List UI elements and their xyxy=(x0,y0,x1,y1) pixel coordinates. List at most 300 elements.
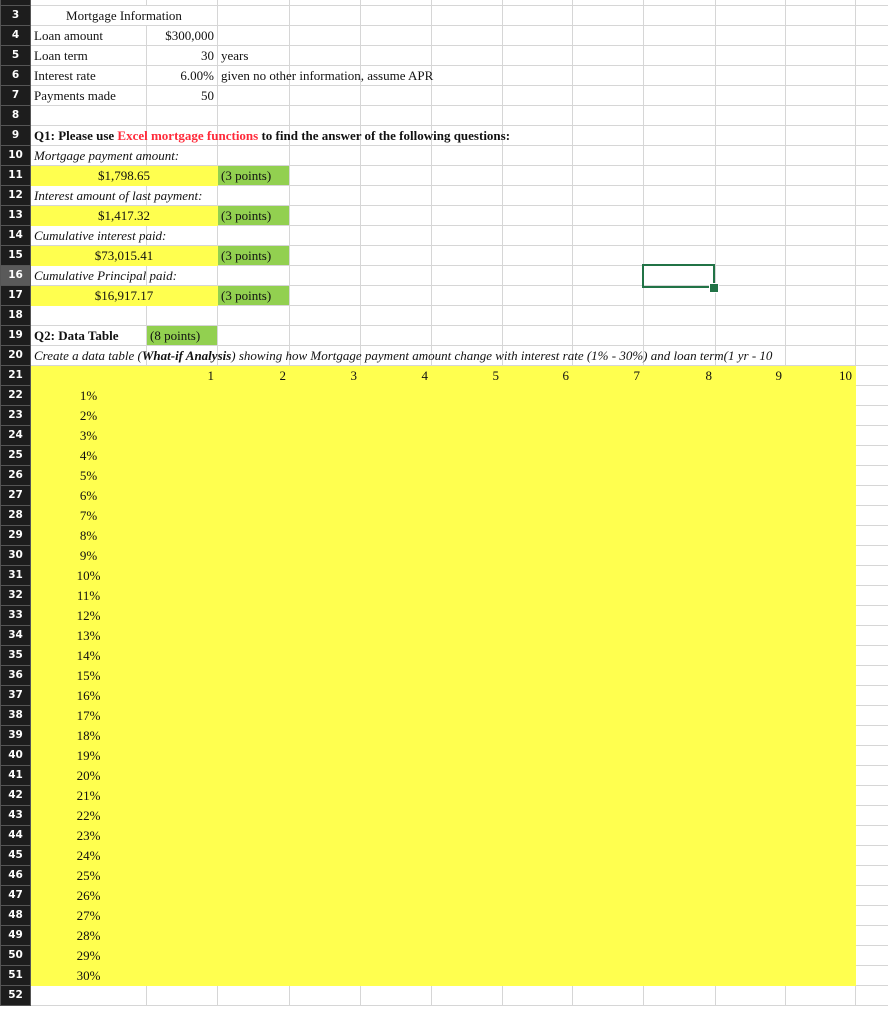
cell[interactable] xyxy=(573,485,644,505)
cell[interactable] xyxy=(290,545,361,565)
cell[interactable] xyxy=(573,145,644,165)
row-header[interactable] xyxy=(1,325,31,345)
cell[interactable] xyxy=(361,765,432,785)
row-header[interactable] xyxy=(1,185,31,205)
cell[interactable] xyxy=(644,245,716,265)
q1-heading[interactable] xyxy=(31,125,511,145)
cell[interactable] xyxy=(856,585,888,605)
cell[interactable] xyxy=(432,325,503,345)
cell[interactable] xyxy=(361,185,432,205)
cell[interactable] xyxy=(503,465,573,485)
cell[interactable] xyxy=(432,445,503,465)
cell[interactable] xyxy=(218,805,290,825)
term-header[interactable] xyxy=(573,365,644,385)
cell[interactable] xyxy=(573,445,644,465)
cell[interactable] xyxy=(290,805,361,825)
cell[interactable] xyxy=(716,765,786,785)
row-header[interactable] xyxy=(1,665,31,685)
cell[interactable] xyxy=(716,945,786,965)
cell[interactable] xyxy=(644,605,716,625)
cell[interactable] xyxy=(290,665,361,685)
cell[interactable] xyxy=(786,85,856,105)
rate-header[interactable] xyxy=(31,505,147,525)
cell[interactable] xyxy=(290,705,361,725)
cell[interactable] xyxy=(644,105,716,125)
rate-header[interactable] xyxy=(31,705,147,725)
label-cell[interactable] xyxy=(31,25,147,45)
cell[interactable] xyxy=(503,665,573,685)
cell[interactable] xyxy=(716,405,786,425)
cell[interactable] xyxy=(218,325,290,345)
cell[interactable] xyxy=(218,505,290,525)
answer-cell[interactable] xyxy=(31,205,218,225)
cell[interactable] xyxy=(503,545,573,565)
cell[interactable] xyxy=(432,285,503,305)
cell[interactable] xyxy=(644,665,716,685)
row-header[interactable] xyxy=(1,465,31,485)
cell[interactable] xyxy=(573,525,644,545)
cell[interactable] xyxy=(716,665,786,685)
cell[interactable] xyxy=(644,225,716,245)
cell[interactable] xyxy=(644,485,716,505)
cell[interactable] xyxy=(503,385,573,405)
cell[interactable] xyxy=(218,785,290,805)
row-header[interactable] xyxy=(1,65,31,85)
cell[interactable] xyxy=(432,905,503,925)
cell[interactable] xyxy=(644,205,716,225)
rate-header[interactable] xyxy=(31,865,147,885)
rate-header[interactable] xyxy=(31,925,147,945)
cell[interactable] xyxy=(147,405,218,425)
cell[interactable] xyxy=(644,705,716,725)
value-cell[interactable] xyxy=(147,25,218,45)
cell[interactable] xyxy=(644,865,716,885)
cell[interactable] xyxy=(147,725,218,745)
cell[interactable] xyxy=(503,685,573,705)
rate-header[interactable] xyxy=(31,385,147,405)
cell[interactable] xyxy=(503,85,573,105)
cell[interactable] xyxy=(361,985,432,1005)
value-cell[interactable] xyxy=(147,85,218,105)
cell[interactable] xyxy=(716,285,786,305)
row-header[interactable] xyxy=(1,825,31,845)
cell[interactable] xyxy=(147,585,218,605)
cell[interactable] xyxy=(644,945,716,965)
cell[interactable] xyxy=(361,485,432,505)
cell[interactable] xyxy=(716,885,786,905)
cell[interactable] xyxy=(644,525,716,545)
points-cell[interactable] xyxy=(218,245,290,265)
row-header[interactable] xyxy=(1,285,31,305)
cell[interactable] xyxy=(716,705,786,725)
cell[interactable] xyxy=(856,545,888,565)
cell[interactable] xyxy=(573,45,644,65)
cell[interactable] xyxy=(716,25,786,45)
cell[interactable] xyxy=(290,965,361,985)
cell[interactable] xyxy=(361,725,432,745)
cell[interactable] xyxy=(573,705,644,725)
cell[interactable] xyxy=(147,305,218,325)
cell[interactable] xyxy=(856,645,888,665)
cell[interactable] xyxy=(786,685,856,705)
label-cell[interactable] xyxy=(31,45,147,65)
rate-header[interactable] xyxy=(31,845,147,865)
cell[interactable] xyxy=(856,245,888,265)
cell[interactable] xyxy=(786,45,856,65)
rate-header[interactable] xyxy=(31,905,147,925)
cell[interactable] xyxy=(361,85,432,105)
row-header[interactable] xyxy=(1,945,31,965)
cell[interactable] xyxy=(290,225,361,245)
cell[interactable] xyxy=(786,845,856,865)
cell[interactable] xyxy=(218,725,290,745)
cell[interactable] xyxy=(218,985,290,1005)
cell[interactable] xyxy=(218,485,290,505)
cell[interactable] xyxy=(503,625,573,645)
cell[interactable] xyxy=(361,865,432,885)
cell[interactable] xyxy=(644,825,716,845)
cell[interactable] xyxy=(432,925,503,945)
rate-header[interactable] xyxy=(31,485,147,505)
cell[interactable] xyxy=(503,25,573,45)
q2-instructions[interactable] xyxy=(31,345,773,365)
cell[interactable] xyxy=(432,5,503,25)
cell[interactable] xyxy=(503,765,573,785)
cell[interactable] xyxy=(716,965,786,985)
rate-header[interactable] xyxy=(31,425,147,445)
cell[interactable] xyxy=(290,785,361,805)
cell[interactable] xyxy=(786,125,856,145)
cell[interactable] xyxy=(716,685,786,705)
cell[interactable] xyxy=(716,505,786,525)
cell[interactable] xyxy=(147,925,218,945)
cell[interactable] xyxy=(786,185,856,205)
cell[interactable] xyxy=(290,745,361,765)
cell[interactable] xyxy=(856,365,888,385)
cell[interactable] xyxy=(573,585,644,605)
cell[interactable] xyxy=(147,505,218,525)
cell[interactable] xyxy=(361,645,432,665)
cell[interactable] xyxy=(856,465,888,485)
cell[interactable] xyxy=(290,765,361,785)
cell[interactable] xyxy=(432,545,503,565)
cell[interactable] xyxy=(644,645,716,665)
cell[interactable] xyxy=(716,585,786,605)
cell[interactable] xyxy=(290,925,361,945)
cell[interactable] xyxy=(147,805,218,825)
cell[interactable] xyxy=(716,225,786,245)
cell[interactable] xyxy=(361,885,432,905)
cell[interactable] xyxy=(716,745,786,765)
cell[interactable] xyxy=(218,25,290,45)
term-header[interactable] xyxy=(716,365,786,385)
row-header[interactable] xyxy=(1,205,31,225)
cell[interactable] xyxy=(218,885,290,905)
rate-header[interactable] xyxy=(31,825,147,845)
cell[interactable] xyxy=(716,5,786,25)
rate-header[interactable] xyxy=(31,665,147,685)
cell[interactable] xyxy=(361,45,432,65)
cell[interactable] xyxy=(856,705,888,725)
cell[interactable] xyxy=(644,845,716,865)
rate-header[interactable] xyxy=(31,525,147,545)
points-cell[interactable] xyxy=(218,285,290,305)
cell[interactable] xyxy=(786,505,856,525)
cell[interactable] xyxy=(573,405,644,425)
cell[interactable] xyxy=(432,765,503,785)
cell[interactable] xyxy=(218,425,290,445)
row-header[interactable] xyxy=(1,725,31,745)
cell[interactable] xyxy=(573,925,644,945)
cell[interactable] xyxy=(290,145,361,165)
cell[interactable] xyxy=(432,385,503,405)
cell[interactable] xyxy=(218,605,290,625)
rate-header[interactable] xyxy=(31,685,147,705)
cell[interactable] xyxy=(573,85,644,105)
cell[interactable] xyxy=(856,305,888,325)
question-label[interactable] xyxy=(31,225,167,245)
cell[interactable] xyxy=(432,45,503,65)
cell[interactable] xyxy=(503,45,573,65)
cell[interactable] xyxy=(786,65,856,85)
cell[interactable] xyxy=(716,525,786,545)
cell[interactable] xyxy=(290,585,361,605)
cell[interactable] xyxy=(644,625,716,645)
row-header[interactable] xyxy=(1,445,31,465)
cell[interactable] xyxy=(290,265,361,285)
cell[interactable] xyxy=(218,105,290,125)
cell[interactable] xyxy=(361,585,432,605)
cell[interactable] xyxy=(644,565,716,585)
cell[interactable] xyxy=(644,305,716,325)
cell[interactable] xyxy=(573,385,644,405)
cell[interactable] xyxy=(856,965,888,985)
cell[interactable] xyxy=(361,465,432,485)
cell[interactable] xyxy=(290,725,361,745)
cell[interactable] xyxy=(786,945,856,965)
cell[interactable] xyxy=(290,465,361,485)
cell[interactable] xyxy=(361,825,432,845)
cell[interactable] xyxy=(573,285,644,305)
rate-header[interactable] xyxy=(31,625,147,645)
cell[interactable] xyxy=(503,105,573,125)
cell[interactable] xyxy=(573,765,644,785)
cell[interactable] xyxy=(147,785,218,805)
cell[interactable] xyxy=(644,585,716,605)
cell[interactable] xyxy=(290,325,361,345)
points-cell[interactable] xyxy=(218,205,290,225)
cell[interactable] xyxy=(218,145,290,165)
rate-header[interactable] xyxy=(31,765,147,785)
cell[interactable] xyxy=(786,465,856,485)
cell[interactable] xyxy=(218,945,290,965)
q2-title[interactable] xyxy=(31,325,147,345)
cell[interactable] xyxy=(503,845,573,865)
cell[interactable] xyxy=(361,265,432,285)
cell[interactable] xyxy=(290,105,361,125)
cell[interactable] xyxy=(644,405,716,425)
cell[interactable] xyxy=(856,785,888,805)
cell[interactable] xyxy=(856,505,888,525)
cell[interactable] xyxy=(716,185,786,205)
cell[interactable] xyxy=(218,445,290,465)
cell[interactable] xyxy=(856,845,888,865)
cell[interactable] xyxy=(432,85,503,105)
cell[interactable] xyxy=(644,725,716,745)
cell[interactable] xyxy=(644,325,716,345)
cell[interactable] xyxy=(856,485,888,505)
cell[interactable] xyxy=(716,385,786,405)
cell[interactable] xyxy=(147,945,218,965)
cell[interactable] xyxy=(432,525,503,545)
cell[interactable] xyxy=(716,265,786,285)
cell[interactable] xyxy=(290,565,361,585)
cell[interactable] xyxy=(856,125,888,145)
cell[interactable] xyxy=(218,705,290,725)
cell[interactable] xyxy=(432,885,503,905)
cell[interactable] xyxy=(573,185,644,205)
cell[interactable] xyxy=(361,545,432,565)
cell[interactable] xyxy=(856,5,888,25)
cell[interactable] xyxy=(716,985,786,1005)
row-header[interactable] xyxy=(1,565,31,585)
row-header[interactable] xyxy=(1,505,31,525)
cell[interactable] xyxy=(856,805,888,825)
cell[interactable] xyxy=(786,725,856,745)
cell[interactable] xyxy=(716,845,786,865)
cell[interactable] xyxy=(786,225,856,245)
cell[interactable] xyxy=(716,925,786,945)
cell[interactable] xyxy=(432,725,503,745)
cell[interactable] xyxy=(290,505,361,525)
cell[interactable] xyxy=(218,185,290,205)
cell[interactable] xyxy=(432,945,503,965)
cell[interactable] xyxy=(644,985,716,1005)
cell[interactable] xyxy=(786,705,856,725)
row-header[interactable] xyxy=(1,585,31,605)
cell[interactable] xyxy=(503,145,573,165)
cell[interactable] xyxy=(716,245,786,265)
cell[interactable] xyxy=(503,125,573,145)
cell[interactable] xyxy=(218,905,290,925)
cell[interactable] xyxy=(786,305,856,325)
row-header[interactable] xyxy=(1,305,31,325)
mortgage-info-title[interactable] xyxy=(31,5,218,25)
cell[interactable] xyxy=(147,985,218,1005)
cell[interactable] xyxy=(716,465,786,485)
note-cell[interactable] xyxy=(218,45,290,65)
cell[interactable] xyxy=(361,25,432,45)
cell[interactable] xyxy=(432,205,503,225)
cell[interactable] xyxy=(716,165,786,185)
cell[interactable] xyxy=(716,305,786,325)
cell[interactable] xyxy=(716,645,786,665)
row-header[interactable] xyxy=(1,5,31,25)
cell[interactable] xyxy=(573,645,644,665)
cell[interactable] xyxy=(432,425,503,445)
cell[interactable] xyxy=(361,945,432,965)
cell[interactable] xyxy=(361,925,432,945)
cell[interactable] xyxy=(573,125,644,145)
cell[interactable] xyxy=(856,665,888,685)
cell[interactable] xyxy=(644,685,716,705)
cell[interactable] xyxy=(503,65,573,85)
cell[interactable] xyxy=(786,825,856,845)
cell[interactable] xyxy=(716,545,786,565)
cell[interactable] xyxy=(573,265,644,285)
cell[interactable] xyxy=(218,865,290,885)
cell[interactable] xyxy=(716,905,786,925)
cell[interactable] xyxy=(856,725,888,745)
cell[interactable] xyxy=(573,65,644,85)
cell[interactable] xyxy=(361,445,432,465)
cell[interactable] xyxy=(432,485,503,505)
cell[interactable] xyxy=(218,405,290,425)
cell[interactable] xyxy=(290,625,361,645)
question-label[interactable] xyxy=(31,185,203,205)
cell[interactable] xyxy=(503,305,573,325)
cell[interactable] xyxy=(432,645,503,665)
term-header[interactable] xyxy=(786,365,856,385)
cell[interactable] xyxy=(856,905,888,925)
cell[interactable] xyxy=(786,665,856,685)
cell[interactable] xyxy=(432,865,503,885)
cell[interactable] xyxy=(290,385,361,405)
cell[interactable] xyxy=(218,225,290,245)
cell[interactable] xyxy=(432,65,503,85)
cell[interactable] xyxy=(147,425,218,445)
cell[interactable] xyxy=(786,345,856,365)
cell[interactable] xyxy=(573,785,644,805)
cell[interactable] xyxy=(856,625,888,645)
cell[interactable] xyxy=(503,645,573,665)
cell[interactable] xyxy=(856,45,888,65)
cell[interactable] xyxy=(644,425,716,445)
cell[interactable] xyxy=(290,485,361,505)
cell[interactable] xyxy=(786,545,856,565)
cell[interactable] xyxy=(503,325,573,345)
cell[interactable] xyxy=(644,185,716,205)
cell[interactable] xyxy=(432,605,503,625)
cell[interactable] xyxy=(432,145,503,165)
cell[interactable] xyxy=(573,245,644,265)
row-header[interactable] xyxy=(1,145,31,165)
cell[interactable] xyxy=(716,825,786,845)
cell[interactable] xyxy=(573,865,644,885)
cell[interactable] xyxy=(147,565,218,585)
cell[interactable] xyxy=(716,205,786,225)
cell[interactable] xyxy=(503,405,573,425)
cell[interactable] xyxy=(218,465,290,485)
rate-header[interactable] xyxy=(31,545,147,565)
term-header[interactable] xyxy=(361,365,432,385)
row-header[interactable] xyxy=(1,785,31,805)
row-header[interactable] xyxy=(1,425,31,445)
row-header[interactable] xyxy=(1,85,31,105)
cell[interactable] xyxy=(218,385,290,405)
row-header[interactable] xyxy=(1,225,31,245)
cell[interactable] xyxy=(290,945,361,965)
rate-header[interactable] xyxy=(31,445,147,465)
cell[interactable] xyxy=(290,85,361,105)
cell[interactable] xyxy=(716,425,786,445)
cell[interactable] xyxy=(290,165,361,185)
cell[interactable] xyxy=(503,225,573,245)
row-header[interactable] xyxy=(1,625,31,645)
cell[interactable] xyxy=(361,145,432,165)
cell[interactable] xyxy=(856,145,888,165)
value-cell[interactable] xyxy=(147,45,218,65)
